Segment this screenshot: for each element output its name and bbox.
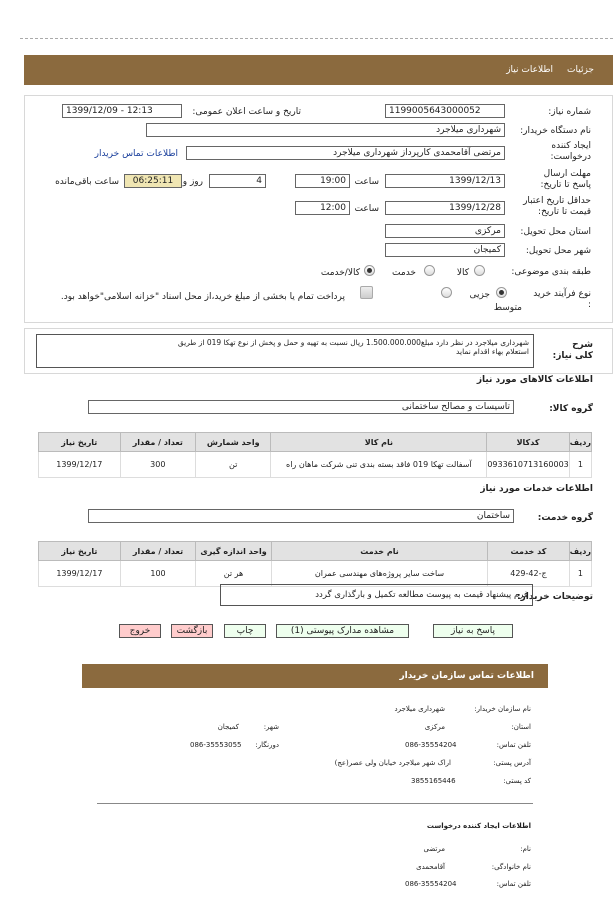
buyer-org-label: نام دستگاه خریدار: (520, 126, 591, 136)
goods-cell-name: آسفالت تهکا 019 فاقد بسته بندی تنی شرکت ماهان راه (271, 452, 487, 478)
treasury-note: پرداخت تمام یا بخشی از مبلغ خرید،از محل اسناد "خزانه اسلامی"خواهد بود. (60, 292, 345, 302)
services-header-row (39, 542, 592, 561)
contact-postal-label: کد پستی: (503, 777, 531, 785)
days-field[interactable]: 4 (209, 174, 266, 188)
remaining-label: ساعت باقی‌مانده (55, 177, 119, 187)
goods-cell-unit: تن (195, 452, 270, 478)
contact-province-label: استان: (511, 723, 531, 731)
exit-button[interactable]: خروج (119, 624, 161, 638)
contact-org-value: شهرداری میلاجرد (394, 705, 445, 713)
contact-address-label: آدرس پستی: (493, 759, 531, 767)
services-col-name: نام خدمت (271, 542, 487, 561)
services-table (38, 541, 592, 587)
header-bar (24, 55, 613, 85)
category-goods-label: کالا (456, 268, 469, 278)
contact-title-bar (82, 664, 548, 688)
category-both-radio[interactable] (364, 265, 375, 276)
category-both-label: کالا/خدمت (320, 268, 360, 278)
city-label: شهر محل تحویل: (525, 246, 591, 256)
contact-province-value: مرکزی (424, 723, 445, 731)
province-field[interactable]: مرکزی (385, 224, 505, 238)
contact-city-label: شهر: (263, 723, 279, 731)
contact-org-label: نام سازمان خریدار: (474, 705, 531, 713)
services-cell-code: ج-42-429 (488, 561, 570, 587)
announce-label: تاریخ و ساعت اعلان عمومی: (192, 107, 301, 117)
treasury-checkbox[interactable] (360, 286, 373, 299)
summary-label: شرح کلی نیاز: (552, 340, 593, 361)
reply-deadline-label: مهلت ارسال پاسخ تا تاریخ: (540, 169, 591, 190)
buyer-notes-label: توضیحات خریدار: (517, 592, 593, 602)
creator-phone-label: تلفن تماس: (496, 880, 531, 888)
goods-col-name: نام کالا (271, 433, 487, 452)
services-cell-unit: هر تن (196, 561, 272, 587)
contact-phone-label: تلفن تماس: (496, 741, 531, 749)
goods-group-label: گروه کالا: (549, 404, 593, 414)
back-button[interactable]: بازگشت (171, 624, 213, 638)
services-cell-row: 1 (569, 561, 591, 587)
contact-postal-value: 3855165446 (411, 777, 456, 785)
services-cell-name: ساخت سایر پروژه‌های مهندسی عمران (271, 561, 487, 587)
buyer-org-field[interactable]: شهرداری میلاجرد (146, 123, 505, 137)
process-partial-radio[interactable] (496, 287, 507, 298)
need-number-label: شماره نیاز: (548, 107, 591, 117)
breadcrumb-need-info[interactable]: اطلاعات نیاز (506, 65, 553, 75)
reply-time-field[interactable]: 19:00 (295, 174, 350, 188)
validity-label: حداقل تاریخ اعتبار قیمت تا تاریخ: (523, 196, 591, 217)
process-label: نوع فرآیند خرید : (533, 289, 591, 310)
contact-fax-label: دورنگار: (255, 741, 279, 749)
services-cell-date: 1399/12/17 (39, 561, 121, 587)
process-medium-radio[interactable] (441, 287, 452, 298)
table-row[interactable] (39, 452, 592, 478)
breadcrumb-details[interactable]: جزئیات (567, 65, 594, 75)
creator-name-label: نام: (520, 845, 531, 853)
need-number-field[interactable]: 1199005643000052 (385, 104, 505, 118)
category-service-radio[interactable] (424, 265, 435, 276)
services-col-unit: واحد اندازه گیری (196, 542, 272, 561)
category-label: طبقه بندی موضوعی: (511, 267, 591, 277)
services-cell-qty: 100 (120, 561, 196, 587)
top-divider (20, 38, 613, 39)
goods-cell-code: 0933610713160003 (487, 452, 569, 478)
goods-col-date: تاریخ نیاز (39, 433, 121, 452)
goods-table (38, 432, 592, 478)
print-button[interactable]: چاپ (224, 624, 266, 638)
contact-address-value: اراک شهر میلاجرد خیابان ولی عصر(عج) (334, 759, 451, 767)
buyer-notes-box: فرم پیشنهاد قیمت به پیوست مطالعه تکمیل و بارگذاری گردد (220, 584, 533, 606)
goods-section-title: اطلاعات کالاهای مورد نیاز (476, 375, 593, 385)
days-label: روز و (182, 177, 203, 187)
contact-city-value: کمیجان (217, 723, 239, 731)
contact-fax-value: 086-35553055 (190, 741, 242, 749)
attachments-button[interactable]: مشاهده مدارک پیوستی (1) (276, 624, 409, 638)
goods-header-row (39, 433, 592, 452)
category-goods-radio[interactable] (474, 265, 485, 276)
table-row[interactable] (39, 561, 592, 587)
reply-date-field[interactable]: 1399/12/13 (385, 174, 505, 188)
announce-field[interactable]: 1399/12/09 - 12:13 (62, 104, 182, 118)
buyer-contact-link[interactable]: اطلاعات تماس خریدار (94, 149, 178, 159)
requester-label: ایجاد کننده درخواست: (550, 141, 591, 162)
process-partial-label: جزیی (469, 290, 490, 300)
reply-button[interactable]: پاسخ به نیاز (433, 624, 513, 638)
process-medium-label: متوسط (493, 303, 522, 313)
validity-time-label: ساعت (354, 204, 379, 214)
goods-cell-row: 1 (569, 452, 591, 478)
goods-col-row: ردیف (569, 433, 591, 452)
category-service-label: خدمت (392, 268, 416, 278)
summary-line-1: شهرداری میلاجرد در نظر دارد مبلغ1.500.000.000 ریال نسبت به تهیه و حمل و پخش از نوع تهکا 019 از طریق (177, 338, 529, 347)
services-group-label: گروه خدمت: (537, 513, 593, 523)
goods-group-field[interactable]: تاسیسات و مصالح ساختمانی (88, 400, 514, 414)
province-label: استان محل تحویل: (520, 227, 591, 237)
reply-time-label: ساعت (354, 177, 379, 187)
creator-family-value: آقامحمدی (416, 863, 445, 871)
services-col-date: تاریخ نیاز (39, 542, 121, 561)
contact-title: اطلاعات تماس سازمان خریدار (399, 671, 534, 681)
remaining-time-field: 06:25:11 (124, 174, 182, 188)
creator-title: اطلاعات ایجاد کننده درخواست (426, 822, 531, 830)
creator-family-label: نام خانوادگی: (491, 863, 531, 871)
validity-date-field[interactable]: 1399/12/28 (385, 201, 505, 215)
city-field[interactable]: کمیجان (385, 243, 505, 257)
creator-phone-value: 086-35554204 (405, 880, 457, 888)
contact-divider (97, 803, 533, 804)
goods-col-qty: تعداد / مقدار (120, 433, 195, 452)
services-col-qty: تعداد / مقدار (120, 542, 196, 561)
summary-box (36, 334, 534, 368)
goods-cell-qty: 300 (120, 452, 195, 478)
creator-name-value: مرتضی (423, 845, 445, 853)
goods-col-code: کدکالا (487, 433, 569, 452)
summary-line-2: استعلام بهاء اقدام نماید (456, 347, 529, 356)
services-col-row: ردیف (569, 542, 591, 561)
requester-field[interactable]: مرتضی آقامحمدی کارپرداز شهرداری میلاجرد (186, 146, 505, 160)
goods-cell-date: 1399/12/17 (39, 452, 121, 478)
services-col-code: کد خدمت (488, 542, 570, 561)
services-section-title: اطلاعات خدمات مورد نیاز (480, 484, 593, 494)
validity-time-field[interactable]: 12:00 (295, 201, 350, 215)
goods-col-unit: واحد شمارش (195, 433, 270, 452)
services-group-field[interactable]: ساختمان (88, 509, 514, 523)
contact-phone-value: 086-35554204 (405, 741, 457, 749)
